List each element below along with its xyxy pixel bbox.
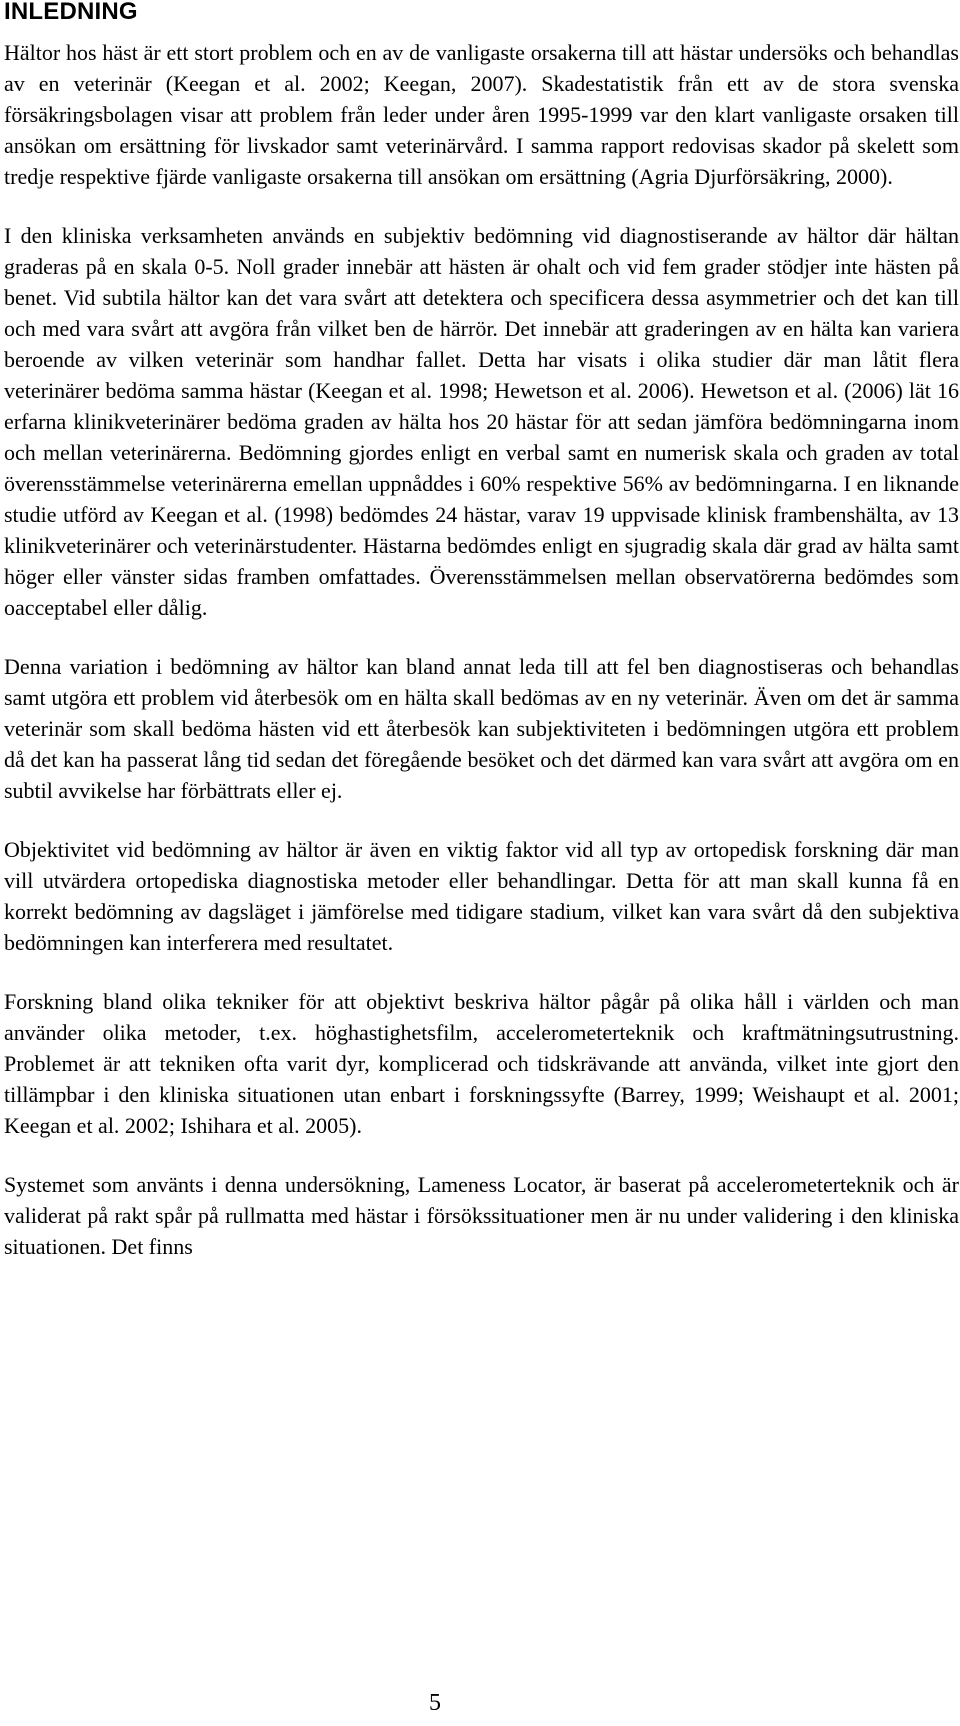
paragraph-clinical-assessment: I den kliniska verksamheten används en subjektiv bedömning vid diagnostiserande av hältor där hältan graderas på en skala 0-5. Noll grader innebär att hästen är ohalt och vid fem grader stödjer inte hästen på benet. Vid subtila hältor kan det vara svårt att detektera och specificera dessa asymmetrier och det kan till och med vara svårt att avgöra från vilket ben de härrör. Det innebär att graderingen av en hälta kan variera beroende av vilken veterinär som handhar fallet. Detta har visats i olika studier där man låtit flera veterinärer bedöma samma hästar (Keegan et al. 1998; Hewetson et al. 2006). Hewetson et al. (2006) lät 16 erfarna klinikveterinärer bedöma graden av hälta hos 20 hästar för att sedan jämföra bedömningarna inom och mellan veterinärerna. Bedömning gjordes enligt en verbal samt en numerisk skala och graden av total överensstämmelse veterinärerna emellan uppnåddes i 60% respektive 56% av bedömningarna. I en liknande studie utförd av Keegan et al. (1998) bedömdes 24 hästar, varav 19 uppvisade klinisk frambenshälta, av 13 klinikveterinärer och veterinärstudenter. Hästarna bedömdes enligt en sjugradig skala där grad av hälta samt höger eller vänster sidas framben omfattades. Överensstämmelsen mellan observatörerna bedömdes som oacceptabel eller dålig.	[4, 223, 959, 620]
paragraph-variation: Denna variation i bedömning av hältor kan bland annat leda till att fel ben diagnostiseras och behandlas samt utgöra ett problem vid återbesök om en hälta skall bedömas av en ny veterinär. Även om det är samma veterinär som skall bedöma hästen vid ett återbesök kan subjektiviteten i bedömningen utgöra ett problem då det kan ha passerat lång tid sedan det föregående besöket och det därmed kan vara svårt att avgöra om en subtil avvikelse har förbättrats eller ej.	[4, 654, 959, 803]
paragraph-objectivity: Objektivitet vid bedömning av hältor är även en viktig faktor vid all typ av ortopedisk forskning där man vill utvärdera ortopediska diagnostiska metoder eller behandlingar. Detta för att man skall kunna få en korrekt bedömning av dagsläget i jämförelse med tidigare stadium, vilket kan vara svårt då den subjektiva bedömningen kan interferera med resultatet.	[4, 837, 959, 955]
paragraph-system: Systemet som använts i denna undersökning, Lameness Locator, är baserat på accelerometerteknik och är validerat på rakt spår på rullmatta med hästar i försökssituationer men är nu under validering i den kliniska situationen. Det finns	[4, 1172, 959, 1259]
paragraph-research: Forskning bland olika tekniker för att objektivt beskriva hältor pågår på olika håll i världen och man använder olika metoder, t.ex. höghastighetsfilm, accelerometerteknik och kraftmätningsutrustning. Problemet är att tekniken ofta varit dyr, komplicerad och tidskrävande att använda, vilket inte gjort den tillämpbar i den kliniska situationen utan enbart i forskningssyfte (Barrey, 1999; Weishaupt et al. 2001; Keegan et al. 2002; Ishihara et al. 2005).	[4, 989, 959, 1138]
section-heading: INLEDNING	[4, 0, 138, 25]
paragraph-intro: Hältor hos häst är ett stort problem och en av de vanligaste orsakerna till att hästar undersöks och behandlas av en veterinär (Keegan et al. 2002; Keegan, 2007). Skadestatistik från ett av de stora svenska försäkringsbolagen visar att problem från leder under åren 1995-1999 var den klart vanligaste orsaken till ansökan om ersättning för livskador samt veterinärvård. I samma rapport redovisas skador på skelett som tredje respektive fjärde vanligaste orsakerna till ansökan om ersättning (Agria Djurförsäkring, 2000).	[4, 40, 959, 189]
body-text	[4, 37, 959, 1290]
page-number: 5	[429, 1690, 441, 1716]
